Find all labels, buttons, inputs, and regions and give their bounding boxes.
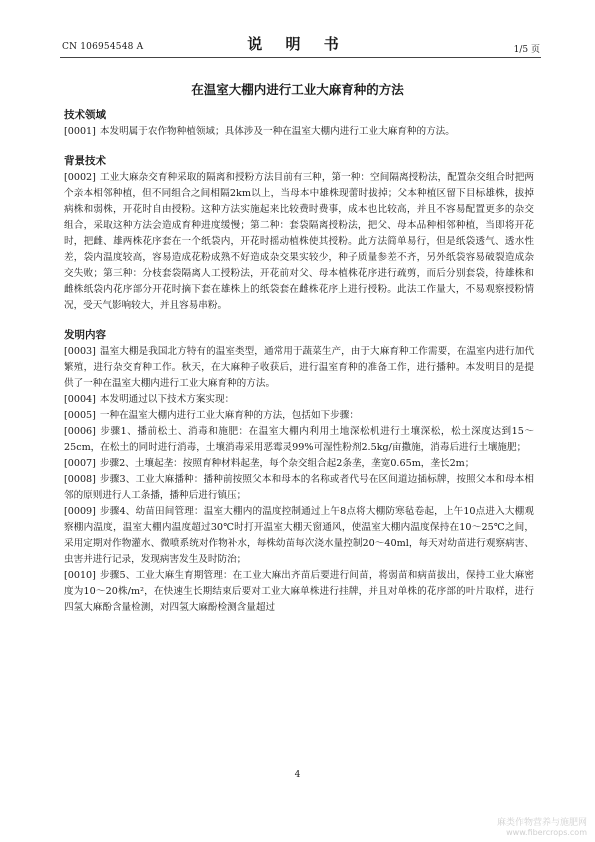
header-divider (60, 57, 541, 58)
section-heading: 技术领域 (64, 109, 106, 121)
paragraph (64, 472, 534, 504)
paragraph-text: 工业大麻杂交育种采取的隔离和授粉方法目前有三种，第一种：空间隔离授粉法，配置杂交组合时把两个亲本相邻种植，但不同组合之间相隔2km以上，当母本中雄株现蕾时拔掉；父本种植区留下目标雄株，拔掉病株和弱株，开花时自由授粉。这种方法实施起来比较费时费事，成本也比较高，并且不容易配置更多的杂交组合，采取这种方法会造成育种进度缓慢；第二种：套袋隔离授粉法，把父、母本品种相邻种植，当即将开花时，把雌、雄两株花序套在一个纸袋内，开花时摇动植株使其授粉。此方法简单易行，但是纸袋透气、透水性差，袋内温度较高，容易造成花粉成熟不好造成杂交果实较少，种子质量参差不齐，另外纸袋容易破裂造成杂交失败；第三种：分枝套袋隔离人工授粉法，开花前对父、母本植株花序进行疏剪，而后分别套袋，待雄株和雌株纸袋内花序部分开花时摘下套在雄株上的纸袋套在雌株花序上进行授粉。此法工作量大，不易观察授粉情况，受天气影响较大，并且容易串粉。 (64, 172, 534, 311)
paragraph-number: [0010] (64, 570, 96, 581)
paragraph-text: 温室大棚是我国北方特有的温室类型，通常用于蔬菜生产，由于大麻育种工作需要，在温室内进行加代繁殖，进行杂交育种工作。秋天，在大麻种子收获后，进行温室育种的准备工作，进行播种。本发明目的是提供了一种在温室大棚内进行工业大麻育种的方法。 (64, 346, 534, 389)
watermark (497, 818, 587, 838)
paragraph-text: 本发明通过以下技术方案实现： (99, 394, 235, 405)
paragraph-number: [0008] (64, 474, 96, 485)
paragraph (64, 504, 534, 568)
paragraph-number: [0002] (64, 172, 96, 183)
document-number: CN 106954548 A (62, 42, 144, 52)
paragraph (64, 408, 534, 424)
paragraph (64, 344, 534, 392)
document-body (64, 104, 534, 616)
paragraph-number: [0007] (64, 458, 96, 469)
page-count: 1/5 页 (513, 45, 540, 55)
document-type-title: 说 明 书 (247, 35, 348, 53)
paragraph-number: [0009] (64, 506, 96, 517)
paragraph-text: 步骤4、幼苗田间管理：温室大棚内的温度控制通过上午8点将大棚防寒毡卷起，上午10点进入大棚观察棚内温度，温室大棚内温度超过30℃时打开温室大棚天窗通风，使温室大棚内温度保持在10～25℃之间，采用定期对作物灌水、微喷系统对作物补水，每株幼苗每次浇水量控制20～40ml，每天对幼苗进行观察病害、虫害并进行记录，发现病害发生及时防治； (64, 506, 534, 565)
paragraph-text: 步骤3、工业大麻播种：播种前按照父本和母本的名称或者代号在区间道边插标牌，按照父本和母本相邻的原则进行人工条播，播种后进行镇压； (64, 474, 534, 501)
watermark-text: 麻类作物营养与施肥网 (496, 818, 587, 828)
paragraph-text: 步骤5、工业大麻生育期管理：在工业大麻出齐苗后要进行间苗，将弱苗和病苗拔出，保持工业大麻密度为10～20株/m²，在快速生长期结束后要对工业大麻单株进行挂牌，并且对单株的花序部的叶片取样，进行四氢大麻酚含量检测，对四氢大麻酚检测含量超过 (64, 570, 534, 613)
paragraph (64, 424, 534, 456)
section-heading: 背景技术 (64, 155, 106, 167)
paragraph-number: [0004] (64, 394, 96, 405)
paragraph (64, 124, 534, 140)
page-number: 4 (294, 770, 301, 780)
paragraph-text: 一种在温室大棚内进行工业大麻育种的方法，包括如下步骤： (99, 410, 359, 421)
section-heading: 发明内容 (64, 329, 106, 341)
watermark-url: www.fibercrops.com (506, 828, 587, 837)
paragraph (64, 456, 534, 472)
paragraph-text: 本发明属于农作物种植领域；具体涉及一种在温室大棚内进行工业大麻育种的方法。 (99, 126, 455, 137)
paragraph-text: 步骤1、播前松土、消毒和施肥：在温室大棚内利用土地深松机进行土壤深松，松土深度达到15～25cm，在松土的同时进行消毒，土壤消毒采用恶霉灵99%可湿性粉剂2.5kg/亩撒施，消毒后进行土壤施肥； (64, 426, 534, 453)
paragraph (64, 392, 534, 408)
paragraph (64, 170, 534, 314)
paragraph (64, 568, 534, 616)
paragraph-number: [0003] (64, 346, 96, 357)
document-title: 在温室大棚内进行工业大麻育种的方法 (191, 82, 404, 97)
paragraph-text: 步骤2、土壤起垄：按照育种材料起垄，每个杂交组合起2条垄，垄宽0.65m，垄长2m； (99, 458, 475, 469)
paragraph-number: [0001] (64, 126, 96, 137)
page-header (0, 0, 595, 60)
paragraph-number: [0006] (64, 426, 96, 437)
paragraph-number: [0005] (64, 410, 96, 421)
